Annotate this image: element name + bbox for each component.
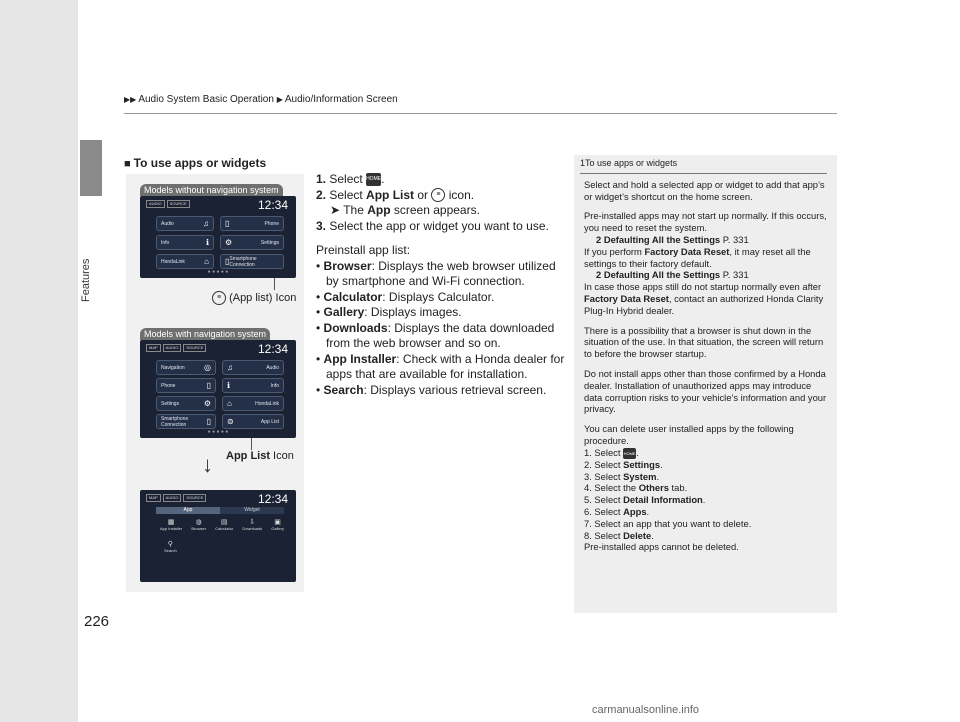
music-icon: ♫ xyxy=(203,219,209,228)
header-rule xyxy=(124,113,837,114)
tile-hondalink: HondaLink ⌂ xyxy=(156,254,214,269)
source-chip: SOURCE xyxy=(167,200,190,208)
link-icon: ⌂ xyxy=(227,399,232,408)
info-icon: ℹ xyxy=(205,238,209,247)
app-list-callout: App List Icon xyxy=(226,450,294,462)
phone-icon: ▯ xyxy=(225,219,230,228)
calculator-icon: ▤ xyxy=(220,519,228,526)
step-2: 2. Select App List or ≡ icon. xyxy=(316,187,475,202)
home-icon: HOME xyxy=(623,448,636,459)
music-icon: ♫ xyxy=(227,363,233,372)
list-item: 3. Select System. xyxy=(584,470,660,482)
tile-app-list: ⊜ App List xyxy=(222,414,284,429)
preinstall-intro: Preinstall app list: xyxy=(316,243,411,257)
breadcrumb-part2[interactable]: Audio/Information Screen xyxy=(284,94,398,105)
tile-phone: ▯ Phone xyxy=(220,216,284,231)
screen-without-nav xyxy=(140,196,296,278)
compass-icon: ◎ xyxy=(204,363,211,372)
screen-app-list xyxy=(140,490,296,582)
audio-chip: AUDIO xyxy=(163,344,182,352)
delete-procedure: You can delete user installed apps by the following procedure. 1. Select HOME. 2. Select Settings. 3. Select System. 4. Select the Others tab. 5. Select Detail Information. 6. Select Apps. 7. Select an app that you want to delete. 8. Select Delete. Pre-installed apps cannot be deleted. xyxy=(584,423,827,553)
step-1: 1. Select HOME. xyxy=(316,172,385,186)
figure-label-with-nav: Models with navigation system xyxy=(140,328,270,340)
section-heading: ■ To use apps or widgets xyxy=(124,156,267,170)
clock: 12:34 xyxy=(257,492,288,506)
tile-audio: ♫ Audio xyxy=(222,360,284,375)
audio-chip: AUDIO xyxy=(146,200,165,208)
tile-info: ℹ Info xyxy=(222,378,284,393)
smartphone-icon: ▯ xyxy=(225,257,230,266)
home-icon: HOME xyxy=(366,173,381,186)
breadcrumb xyxy=(124,94,398,105)
breadcrumb-arrow-icon: ▶▶ xyxy=(124,95,137,104)
step-2-result: ➤ The App screen appears. xyxy=(330,203,480,217)
page-dots: ● ● ● ● ● xyxy=(207,269,229,275)
source-chip: SOURCE xyxy=(183,344,206,352)
tile-settings: Settings ⚙ xyxy=(156,396,216,411)
tile-phone: Phone ▯ xyxy=(156,378,216,393)
app-item: ▣ Gallery xyxy=(271,519,284,531)
smartphone-icon: ▯ xyxy=(206,417,211,426)
map-chip: MAP xyxy=(146,344,161,352)
note-box xyxy=(574,155,837,613)
installer-icon: ▦ xyxy=(167,519,175,526)
app-item: ⇩ Downloads xyxy=(242,519,263,531)
app-item: ◍ Browser xyxy=(191,519,207,531)
bullet-item: • Browser: Displays the web browser utilized by smartphone and Wi-Fi connection. xyxy=(316,258,556,288)
breadcrumb-part1[interactable]: Audio System Basic Operation xyxy=(138,94,274,105)
xref-link[interactable]: 2 Defaulting All the Settings P. 331 xyxy=(596,233,749,245)
screen-top-bar xyxy=(146,344,206,352)
figure-label-without-nav: Models without navigation system xyxy=(140,184,283,196)
tile-audio: Audio ♫ xyxy=(156,216,214,231)
app-list-icon-callout: ≡ (App list) Icon xyxy=(212,291,296,305)
gallery-icon: ▣ xyxy=(274,519,281,526)
link-icon: ⌂ xyxy=(204,257,209,266)
xref-icon: 2 xyxy=(596,269,602,281)
search-icon: ⚲ xyxy=(167,541,173,548)
note-reset-block: Pre-installed apps may not start up normally. If this occurs, you need to reset the system. 2 Defaulting All the Settings P. 331 If you perform Factory Data Reset, it may reset all the settings to their factory default. 2 Defaulting All the Settings P. 331 In case those apps still do not startup normally even after Factory Data Reset, contact an authorized Honda Clarity Plug-In Hybrid dealer. xyxy=(584,210,827,316)
xref-link[interactable]: 2 Defaulting All the Settings P. 331 xyxy=(596,269,749,281)
note-paragraph: There is a possibility that a browser is shut down in the situation of the use. In that situation, the screen will return to before the browser startup. xyxy=(584,324,824,360)
tile-info: Info ℹ xyxy=(156,235,214,250)
gear-icon: ⚙ xyxy=(225,238,233,247)
note-title: 1To use apps or widgets xyxy=(580,158,827,174)
app-item: ⚲ Search xyxy=(164,541,177,553)
clock: 12:34 xyxy=(257,342,288,356)
map-chip: MAP xyxy=(146,494,161,502)
screen-top-bar xyxy=(146,200,190,208)
step-3: 3. Select the app or widget you want to use. xyxy=(316,218,549,233)
watermark: carmanualsonline.info xyxy=(592,704,700,716)
note-paragraph: Select and hold a selected app or widget to add that app’s or widget’s shortcut on the home screen. xyxy=(584,178,825,202)
page-dots: ● ● ● ● ● xyxy=(207,429,229,435)
app-item: ▦ App Installer xyxy=(160,519,183,531)
bullet-item: • App Installer: Check with a Honda dealer for apps that are available for installation. xyxy=(316,351,565,381)
tab-widget: Widget xyxy=(220,507,284,514)
note-icon: 1 xyxy=(580,158,586,168)
down-arrow-icon: ↓ xyxy=(202,452,213,477)
tile-hondalink: ⌂ HondaLink xyxy=(222,396,284,411)
bullet-item: • Search: Displays various retrieval screen. xyxy=(316,382,547,397)
breadcrumb-arrow-icon: ▶ xyxy=(276,95,283,104)
callout-line xyxy=(274,278,275,290)
figure-panel xyxy=(126,174,304,592)
app-list-icon: ≡ xyxy=(212,291,226,305)
tile-smartphone: Smartphone Connection ▯ xyxy=(156,414,216,429)
note-last: Pre-installed apps cannot be deleted. xyxy=(584,541,739,553)
tile-settings: ⚙ Settings xyxy=(220,235,284,250)
download-icon: ⇩ xyxy=(249,519,256,526)
callout-line xyxy=(251,438,252,450)
arrow-right-icon: ➤ xyxy=(330,203,341,217)
audio-chip: AUDIO xyxy=(163,494,182,502)
list-item: 6. Select Apps. xyxy=(584,505,650,517)
info-icon: ℹ xyxy=(227,381,231,390)
page-number: 226 xyxy=(84,613,110,630)
steps-column xyxy=(316,172,566,398)
chapter-label: Features xyxy=(80,258,92,302)
clock: 12:34 xyxy=(257,198,288,212)
list-item: 5. Select Detail Information. xyxy=(584,494,706,506)
note-paragraph: Do not install apps other than those confirmed by a Honda dealer. Installation of unauthorized apps may introduce data corruption risks to your vehicle’s information and your privacy. xyxy=(584,367,827,415)
square-bullet-icon: ■ xyxy=(124,158,131,170)
list-item: 8. Select Delete. xyxy=(584,529,654,541)
source-chip: SOURCE xyxy=(183,494,206,502)
chapter-tab xyxy=(80,140,102,196)
app-grid xyxy=(160,518,284,531)
tab-app: App xyxy=(156,507,220,514)
phone-icon: ▯ xyxy=(206,381,211,390)
app-item: ▤ Calculator xyxy=(215,519,234,531)
left-margin-band xyxy=(0,0,78,722)
app-list-icon: ≡ xyxy=(431,188,445,202)
app-tabs xyxy=(156,507,284,514)
app-list-icon: ⊜ xyxy=(227,417,234,426)
screen-top-bar xyxy=(146,494,206,502)
gear-icon: ⚙ xyxy=(203,399,211,408)
list-item: 7. Select an app that you want to delete. xyxy=(584,517,752,529)
bullet-item: • Downloads: Displays the data downloaded from the web browser and so on. xyxy=(316,320,555,350)
tile-navigation: Navigation ◎ xyxy=(156,360,216,375)
list-item: 4. Select the Others tab. xyxy=(584,482,688,494)
tile-smartphone: ▯ Smartphone Connection xyxy=(220,254,284,269)
screen-with-nav xyxy=(140,340,296,438)
list-item: 2. Select Settings. xyxy=(584,458,663,470)
list-item: 1. Select HOME. xyxy=(584,446,639,458)
xref-icon: 2 xyxy=(596,233,602,245)
bullet-item: • Gallery: Displays images. xyxy=(316,305,462,319)
bullet-item: • Calculator: Displays Calculator. xyxy=(316,289,495,304)
browser-icon: ◍ xyxy=(195,519,202,526)
